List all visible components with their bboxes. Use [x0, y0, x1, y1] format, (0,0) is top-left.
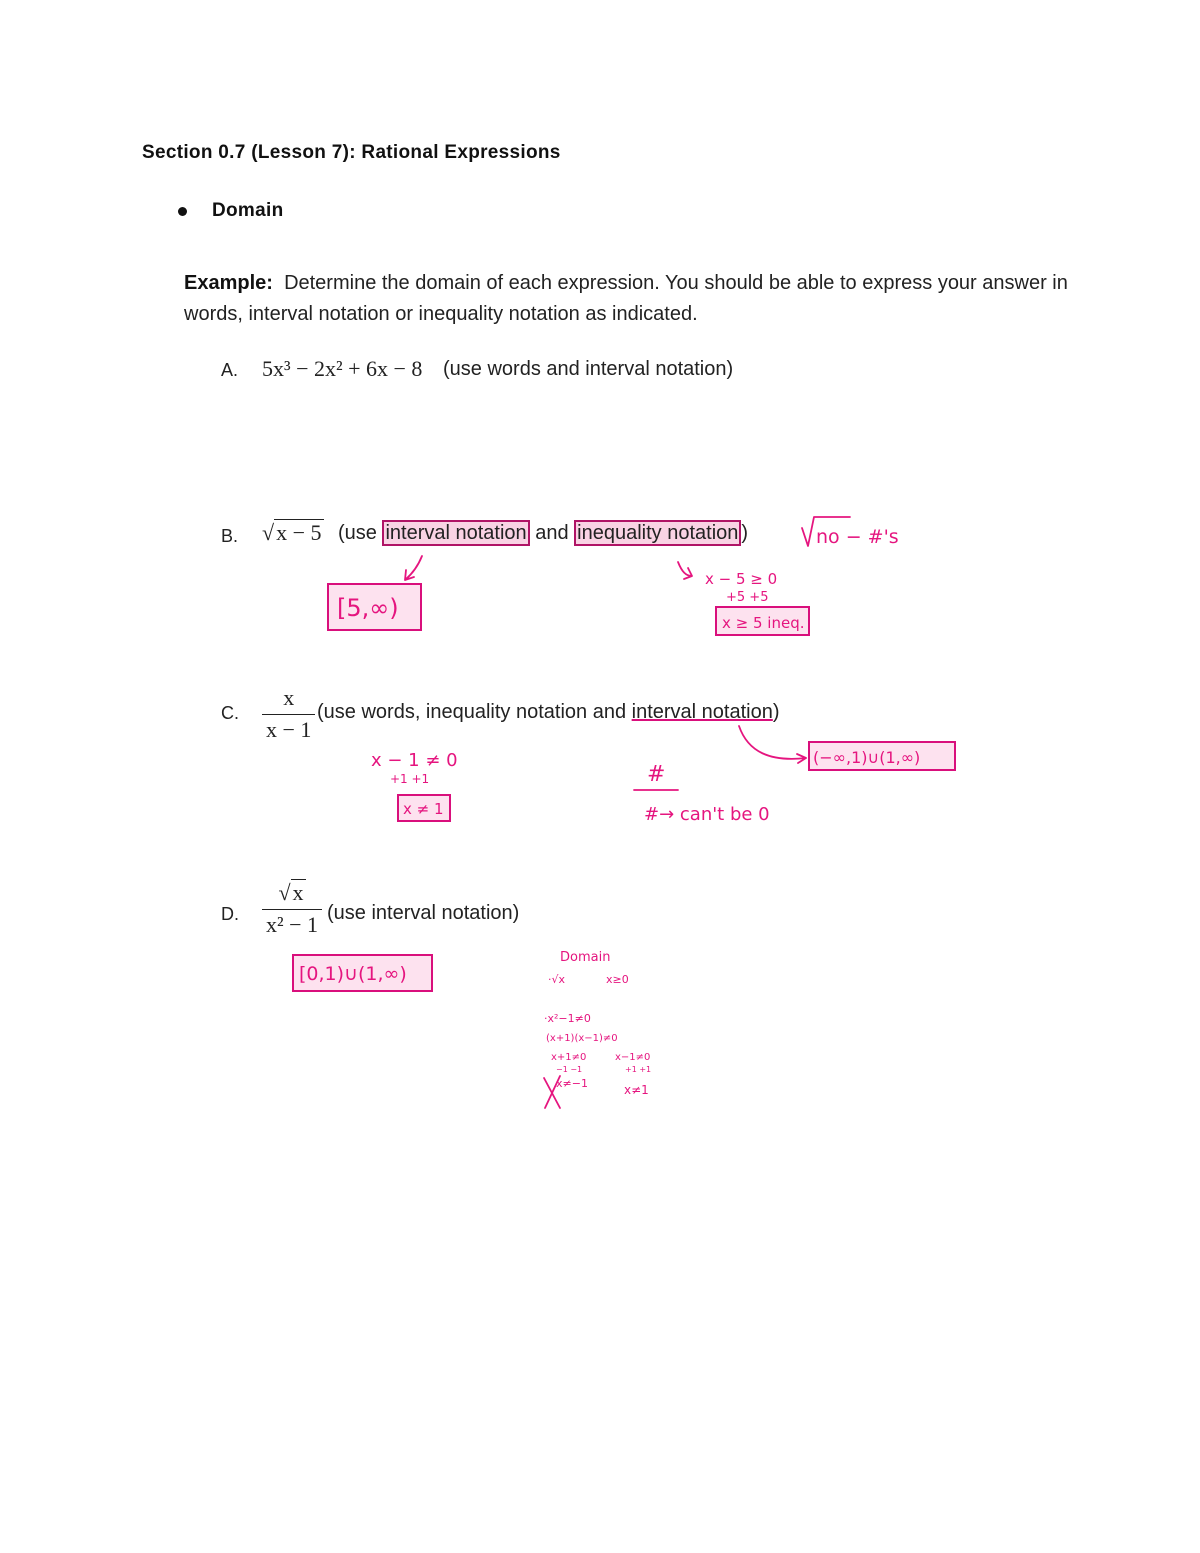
arrow-icon [739, 726, 806, 763]
d-work-1a: ·√x [548, 973, 566, 986]
d-work-5a: −1 −1 [556, 1065, 583, 1074]
problem-c-denominator: x − 1 [266, 717, 312, 742]
b-answer: [5,∞) [337, 594, 399, 622]
sqrt-symbol: √ [278, 880, 291, 905]
problem-b-note-open: (use [338, 522, 377, 544]
problem-d-label: D. [221, 904, 239, 924]
d-work-5b: +1 +1 [625, 1065, 652, 1074]
d-work-6a: x≠−1 [556, 1077, 588, 1090]
example-text: Determine the domain of each expression. You should be able to express your answer in words, interval notation or inequality notation as indicated. [184, 272, 1068, 325]
b-work-1: x − 5 ≥ 0 [705, 570, 778, 588]
c-interval: (−∞,1)∪(1,∞) [813, 748, 921, 767]
arrow-icon [678, 562, 692, 579]
problem-c-numerator: x [283, 685, 295, 710]
problem-d-numerator: x [292, 880, 304, 905]
d-domain: Domain [560, 950, 611, 965]
b-work-2: +5 +5 [726, 590, 769, 605]
problem-c-note-close: ) [772, 701, 780, 723]
sqrt-symbol: √ [262, 520, 275, 545]
page-title: Section 0.7 (Lesson 7): Rational Expressions [142, 142, 561, 163]
b-answer2: x ≥ 5 ineq. [722, 614, 805, 632]
d-work-3: (x+1)(x−1)≠0 [546, 1033, 618, 1044]
problem-b-radicand: x − 5 [276, 520, 322, 545]
problem-a-note: (use words and interval notation) [443, 358, 734, 380]
problem-b-note-and: and [535, 522, 569, 544]
example-label: Example: [184, 272, 273, 294]
highlight-inequality-notation: inequality notation [574, 520, 741, 546]
problem-b-label: B. [221, 526, 239, 546]
c-answer: x ≠ 1 [403, 800, 444, 818]
problem-a-expression: 5x³ − 2x² + 6x − 8 [262, 356, 423, 381]
arrow-icon [405, 556, 422, 580]
c-hash-numerator: # [647, 762, 666, 787]
problem-c-note-pre: (use words, inequality notation and [317, 701, 632, 723]
cross-out-icon [544, 1076, 560, 1108]
problem-b-note-close: ) [741, 522, 749, 544]
d-work-2: ·x²−1≠0 [544, 1012, 591, 1025]
problem-d-denominator: x² − 1 [266, 912, 319, 937]
bullet-domain: Domain [212, 200, 284, 221]
d-work-6b: x≠1 [624, 1083, 649, 1097]
c-work-1: x − 1 ≠ 0 [371, 750, 458, 771]
d-work-1b: x≥0 [606, 973, 629, 986]
highlight-interval-notation: interval notation [382, 520, 529, 546]
c-hash-denominator: #→ can't be 0 [644, 804, 770, 825]
problem-d-note: (use interval notation) [327, 902, 520, 924]
problem-c-note-underlined: interval notation [631, 701, 773, 723]
d-answer: [0,1)∪(1,∞) [299, 963, 407, 985]
d-work-4b: x−1≠0 [615, 1052, 651, 1063]
problem-a-label: A. [221, 360, 239, 380]
problem-c-label: C. [221, 703, 239, 723]
b-sqrt-note: no − #'s [816, 526, 899, 548]
c-work-2: +1 +1 [390, 772, 430, 786]
d-work-4a: x+1≠0 [551, 1052, 587, 1063]
